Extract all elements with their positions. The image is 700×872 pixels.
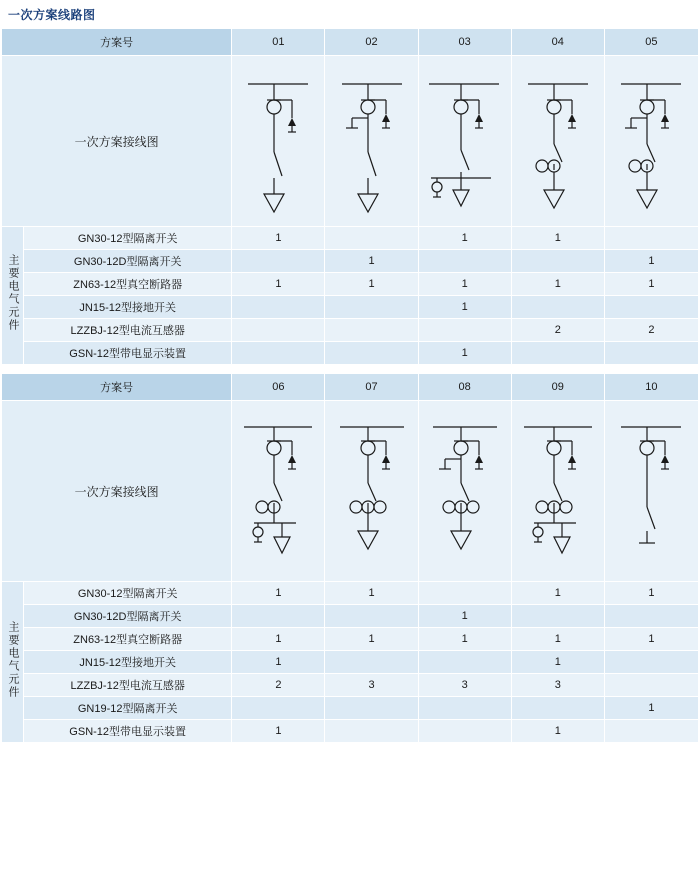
part-qty	[604, 720, 698, 743]
part-name: ZN63-12型真空断路器	[24, 273, 232, 296]
part-qty	[325, 720, 418, 743]
diagram-row	[2, 401, 699, 582]
part-qty: 1	[511, 273, 604, 296]
part-qty	[604, 605, 698, 628]
part-qty	[418, 319, 511, 342]
part-qty	[511, 697, 604, 720]
table-row	[2, 605, 699, 628]
part-qty: 1	[232, 651, 325, 674]
part-qty: 1	[325, 273, 418, 296]
diagram-cell-03	[418, 56, 511, 227]
scheme-number-label: 方案号	[2, 374, 232, 401]
part-name: GN30-12D型隔离开关	[24, 605, 232, 628]
table-row	[2, 582, 699, 605]
scheme-table-2	[1, 373, 699, 743]
part-qty: 1	[511, 628, 604, 651]
part-name: GN30-12型隔离开关	[24, 227, 232, 250]
part-qty	[418, 250, 511, 273]
part-qty	[418, 697, 511, 720]
part-qty: 1	[418, 605, 511, 628]
part-qty	[325, 296, 418, 319]
part-qty	[418, 651, 511, 674]
part-qty	[511, 250, 604, 273]
diagram-cell-05	[604, 56, 698, 227]
part-qty: 1	[511, 227, 604, 250]
single-line-diagram-09	[514, 411, 602, 571]
part-qty	[232, 319, 325, 342]
part-qty: 1	[418, 342, 511, 365]
scheme-number-03: 03	[418, 29, 511, 56]
part-qty	[418, 720, 511, 743]
single-line-diagram-05	[607, 66, 695, 216]
scheme-number-05: 05	[604, 29, 698, 56]
diagram-cell-01	[232, 56, 325, 227]
part-qty	[604, 651, 698, 674]
part-qty: 1	[232, 227, 325, 250]
part-qty: 1	[232, 628, 325, 651]
scheme-number-04: 04	[511, 29, 604, 56]
single-line-diagram-10	[607, 411, 695, 571]
table-header-row	[2, 374, 699, 401]
part-qty	[232, 342, 325, 365]
table-row	[2, 296, 699, 319]
single-line-diagram-07	[328, 411, 416, 571]
part-name: GSN-12型带电显示装置	[24, 720, 232, 743]
part-qty: 1	[325, 628, 418, 651]
diagram-cell-09	[511, 401, 604, 582]
single-line-diagram-02	[328, 66, 416, 216]
parts-vertical-label: 主要电气元件	[2, 227, 24, 365]
table-row	[2, 250, 699, 273]
scheme-number-08: 08	[418, 374, 511, 401]
part-qty	[325, 227, 418, 250]
part-qty: 1	[232, 582, 325, 605]
part-name: GN30-12D型隔离开关	[24, 250, 232, 273]
part-qty: 1	[511, 582, 604, 605]
single-line-diagram-04	[514, 66, 602, 216]
part-qty	[325, 342, 418, 365]
diagram-cell-04	[511, 56, 604, 227]
single-line-diagram-03	[421, 66, 509, 216]
scheme-number-label: 方案号	[2, 29, 232, 56]
part-qty: 1	[604, 697, 698, 720]
single-line-diagram-01	[234, 66, 322, 216]
part-qty	[325, 651, 418, 674]
part-qty	[325, 319, 418, 342]
part-qty	[232, 697, 325, 720]
part-qty: 1	[604, 628, 698, 651]
diagram-row-label: 一次方案接线图	[2, 56, 232, 227]
part-qty: 2	[604, 319, 698, 342]
scheme-number-07: 07	[325, 374, 418, 401]
table-row	[2, 697, 699, 720]
part-qty: 3	[418, 674, 511, 697]
part-qty	[232, 296, 325, 319]
part-qty	[511, 296, 604, 319]
part-qty: 1	[232, 273, 325, 296]
part-name: GN30-12型隔离开关	[24, 582, 232, 605]
part-qty: 3	[511, 674, 604, 697]
part-qty: 1	[604, 582, 698, 605]
part-qty: 1	[325, 582, 418, 605]
part-qty: 1	[511, 720, 604, 743]
diagram-row	[2, 56, 699, 227]
table-row	[2, 628, 699, 651]
scheme-number-01: 01	[232, 29, 325, 56]
part-qty	[325, 605, 418, 628]
diagram-cell-08	[418, 401, 511, 582]
part-qty	[232, 250, 325, 273]
diagram-cell-10	[604, 401, 698, 582]
scheme-number-06: 06	[232, 374, 325, 401]
table-row	[2, 342, 699, 365]
part-qty	[325, 697, 418, 720]
diagram-cell-02	[325, 56, 418, 227]
table-header-row	[2, 29, 699, 56]
table-row	[2, 720, 699, 743]
part-name: GN19-12型隔离开关	[24, 697, 232, 720]
table-row	[2, 319, 699, 342]
part-qty	[511, 342, 604, 365]
part-qty	[418, 582, 511, 605]
part-qty: 1	[511, 651, 604, 674]
part-qty: 2	[232, 674, 325, 697]
single-line-diagram-06	[234, 411, 322, 571]
part-qty: 1	[418, 296, 511, 319]
table-row	[2, 651, 699, 674]
diagram-cell-06	[232, 401, 325, 582]
part-name: JN15-12型接地开关	[24, 296, 232, 319]
table-row	[2, 674, 699, 697]
part-qty: 1	[418, 227, 511, 250]
part-qty: 1	[604, 273, 698, 296]
scheme-number-09: 09	[511, 374, 604, 401]
part-qty: 2	[511, 319, 604, 342]
parts-vertical-label: 主要电气元件	[2, 582, 24, 743]
table-row	[2, 273, 699, 296]
part-name: ZN63-12型真空断路器	[24, 628, 232, 651]
page-title: 一次方案线路图	[8, 8, 96, 22]
part-qty	[511, 605, 604, 628]
part-qty	[604, 674, 698, 697]
scheme-number-02: 02	[325, 29, 418, 56]
scheme-number-10: 10	[604, 374, 698, 401]
part-qty: 1	[418, 273, 511, 296]
part-name: GSN-12型带电显示装置	[24, 342, 232, 365]
diagram-cell-07	[325, 401, 418, 582]
diagram-row-label: 一次方案接线图	[2, 401, 232, 582]
part-qty: 1	[325, 250, 418, 273]
part-name: JN15-12型接地开关	[24, 651, 232, 674]
part-qty	[604, 342, 698, 365]
part-qty	[604, 227, 698, 250]
single-line-diagram-08	[421, 411, 509, 571]
part-qty: 3	[325, 674, 418, 697]
part-qty: 1	[418, 628, 511, 651]
part-name: LZZBJ-12型电流互感器	[24, 674, 232, 697]
table-row	[2, 227, 699, 250]
part-qty: 1	[604, 250, 698, 273]
scheme-table-1	[1, 28, 699, 365]
part-qty	[232, 605, 325, 628]
part-name: LZZBJ-12型电流互感器	[24, 319, 232, 342]
part-qty: 1	[232, 720, 325, 743]
part-qty	[604, 296, 698, 319]
